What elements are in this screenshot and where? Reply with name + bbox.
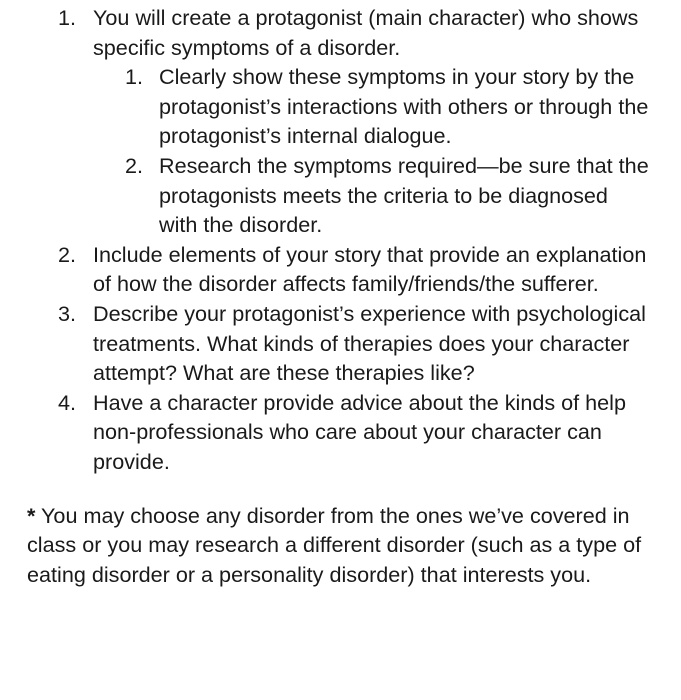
- list-item-2: [0, 240, 681, 299]
- list-number: 2.: [58, 241, 77, 267]
- sub-list-item-text: Clearly show these symptoms in your story by the protagonist’s interactions with others or through the protagonist’s internal dialogue.: [159, 64, 649, 149]
- sub-list-item-1: [93, 62, 651, 151]
- requirements-list: [0, 3, 681, 477]
- sub-list-number: 2.: [125, 152, 144, 178]
- list-number: 1.: [58, 5, 77, 30]
- sub-list-number: 1.: [125, 64, 144, 90]
- sub-list-item-text: Research the symptoms required—be sure that the protagonists meets the criteria to be diagnosed with the disorder.: [159, 152, 649, 238]
- list-item-3: [0, 299, 681, 388]
- list-item-text: Have a character provide advice about the kinds of help non-professionals who care about your character can provide.: [93, 389, 626, 474]
- list-item-text: Include elements of your story that provide an explanation of how the disorder affects family/friends/the sufferer.: [93, 241, 647, 297]
- asterisk-marker: *: [27, 502, 36, 528]
- sub-list-item-2: [93, 151, 651, 240]
- list-item-4: [0, 388, 681, 477]
- sub-list: [93, 62, 651, 240]
- footnote-text: You may choose any disorder from the ones we’ve covered in class or you may research a different disorder (such as a type of eating disorder or a personality disorder) that interests you.: [27, 502, 642, 587]
- list-number: 4.: [58, 389, 77, 415]
- list-item-1: [0, 3, 681, 240]
- list-item-text: You will create a protagonist (main character) who shows specific symptoms of a disorder.: [93, 5, 639, 60]
- list-number: 3.: [58, 300, 77, 326]
- list-item-text: Describe your protagonist’s experience with psychological treatments. What kinds of therapies does your character attempt? What are these therapies like?: [93, 300, 646, 386]
- footnote: [27, 501, 657, 590]
